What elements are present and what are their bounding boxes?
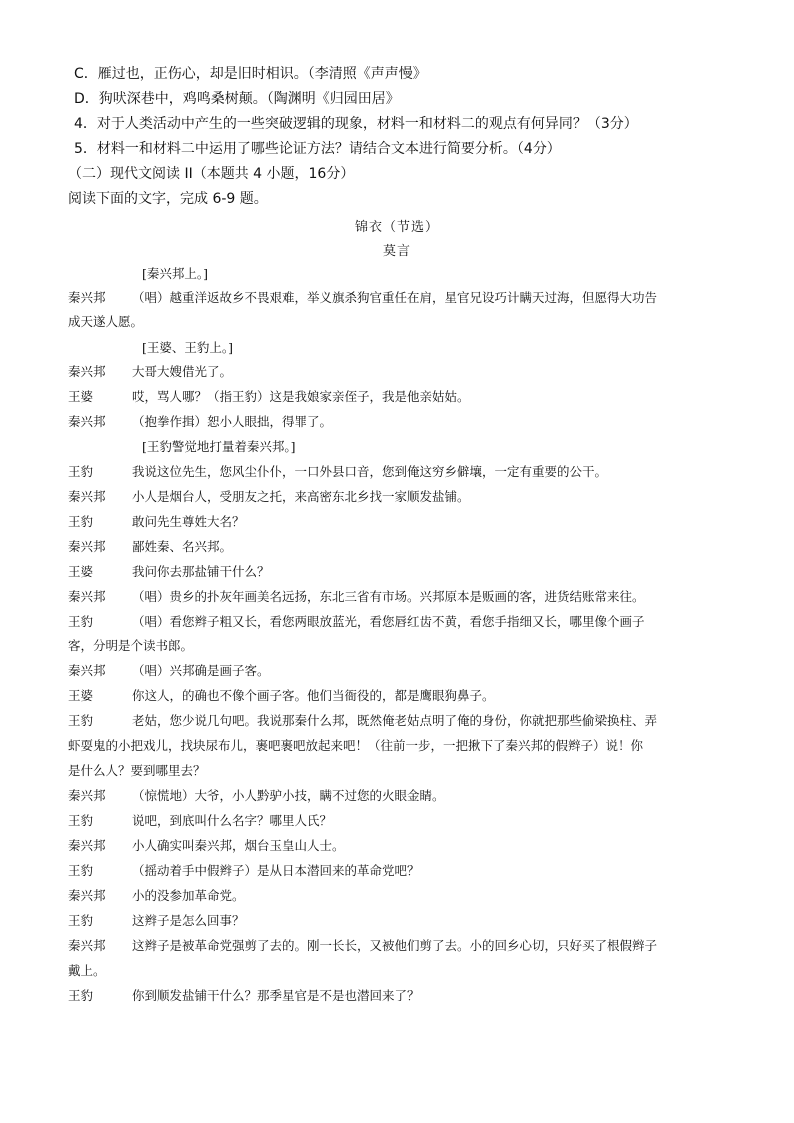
dialogue-line bbox=[68, 661, 728, 681]
line-continuation: 成天遂人愿。 bbox=[68, 314, 144, 329]
speaker: 王豹 bbox=[68, 464, 94, 479]
dialogue-line bbox=[68, 537, 728, 557]
speaker: 秦兴邦 bbox=[68, 888, 106, 903]
dialogue-line bbox=[68, 811, 728, 831]
dialogue-line bbox=[68, 936, 728, 956]
line-text: 说吧，到底叫什么名字？哪里人氏？ bbox=[132, 813, 333, 828]
line-continuation: 戴上。 bbox=[68, 963, 106, 978]
dialogue-line bbox=[68, 686, 728, 706]
speaker: 秦兴邦 bbox=[68, 364, 106, 379]
dialogue-line bbox=[68, 487, 728, 507]
work-author: 莫言 bbox=[382, 244, 411, 259]
line-text: 这辫子是怎么回事？ bbox=[132, 913, 245, 928]
line-text: 我说这位先生，您风尘仆仆，一口外县口音，您到俺这穷乡僻壤，一定有重要的公干。 bbox=[132, 464, 608, 479]
line-text: 敢问先生尊姓大名？ bbox=[132, 514, 245, 529]
stage-direction: [王豹警觉地打量着秦兴邦。] bbox=[142, 439, 296, 454]
dialogue-line bbox=[68, 986, 728, 1006]
line-text: （唱）贵乡的扑灰年画美名远扬，东北三省有市场。兴邦原本是贩画的客，进货结账常来往。 bbox=[132, 589, 645, 604]
speaker: 王婆 bbox=[68, 564, 94, 579]
speaker: 秦兴邦 bbox=[68, 589, 106, 604]
option-c: C．雁过也，正伤心，却是旧时相识。（李清照《声声慢》 bbox=[74, 66, 427, 82]
speaker: 秦兴邦 bbox=[68, 539, 106, 554]
line-text: 小人确实叫秦兴邦，烟台玉皇山人士。 bbox=[132, 838, 345, 853]
speaker: 王豹 bbox=[68, 988, 94, 1003]
option-d: D．狗吠深巷中，鸡鸣桑树颠。（陶渊明《归园田居》 bbox=[74, 91, 400, 107]
line-text: （摇动着手中假辫子）是从日本潜回来的革命党吧？ bbox=[132, 863, 420, 878]
line-text: 小人是烟台人，受朋友之托，来高密东北乡找一家顺发盐铺。 bbox=[132, 489, 470, 504]
dialogue-line bbox=[68, 886, 728, 906]
line-text: 你这人，的确也不像个画子客。他们当衙役的，都是鹰眼狗鼻子。 bbox=[132, 688, 495, 703]
line-text: （唱）越重洋返故乡不畏艰难，举义旗杀狗官重任在肩，星官兄设巧计瞒天过海，但愿得大功告 bbox=[132, 290, 658, 305]
line-text: 大哥大嫂借光了。 bbox=[132, 364, 233, 379]
speaker: 秦兴邦 bbox=[68, 938, 106, 953]
dialogue-line bbox=[68, 786, 728, 806]
speaker: 王豹 bbox=[68, 913, 94, 928]
dialogue-line bbox=[68, 362, 728, 382]
dialogue-line bbox=[68, 512, 728, 532]
question-4: 4．对于人类活动中产生的一些突破逻辑的现象，材料一和材料二的观点有何异同？（3分） bbox=[74, 116, 638, 132]
speaker: 王豹 bbox=[68, 813, 94, 828]
speaker: 秦兴邦 bbox=[68, 414, 106, 429]
dialogue-line bbox=[68, 288, 728, 308]
speaker: 王婆 bbox=[68, 688, 94, 703]
line-text: 我问你去那盐铺干什么？ bbox=[132, 564, 270, 579]
stage-direction: [王婆、王豹上。] bbox=[142, 340, 234, 355]
speaker: 王豹 bbox=[68, 614, 94, 629]
dialogue-line bbox=[68, 711, 728, 731]
line-text: （抱拳作揖）恕小人眼拙，得罪了。 bbox=[132, 414, 333, 429]
dialogue-line bbox=[68, 861, 728, 881]
line-text: 这辫子是被革命党强剪了去的。刚一长长，又被他们剪了去。小的回乡心切，只好买了根假辫子 bbox=[132, 938, 658, 953]
speaker: 王婆 bbox=[68, 389, 94, 404]
speaker: 秦兴邦 bbox=[68, 290, 106, 305]
speaker: 王豹 bbox=[68, 713, 94, 728]
line-text: 鄙姓秦、名兴邦。 bbox=[132, 539, 233, 554]
line-continuation: 虾耍鬼的小把戏儿，找块尿布儿，裹吧裹吧放起来吧！（往前一步，一把揪下了秦兴邦的假辫子）说！你 bbox=[68, 738, 644, 753]
line-continuation: 客，分明是个读书郎。 bbox=[68, 638, 194, 653]
dialogue-line bbox=[68, 387, 728, 407]
line-text: （唱）看您辫子粗又长，看您两眼放蓝光，看您唇红齿不黄，看您手指细又长，哪里像个画子 bbox=[132, 614, 645, 629]
speaker: 秦兴邦 bbox=[68, 838, 106, 853]
line-text: （惊慌地）大爷，小人黔驴小技，瞒不过您的火眼金睛。 bbox=[132, 788, 445, 803]
dialogue-line bbox=[68, 562, 728, 582]
line-text: 老姑，您少说几句吧。我说那秦什么邦，既然俺老姑点明了俺的身份，你就把那些偷梁换柱、弄 bbox=[132, 713, 658, 728]
line-text: 小的没参加革命党。 bbox=[132, 888, 245, 903]
reading-instruction: 阅读下面的文字，完成 6-9 题。 bbox=[68, 191, 268, 207]
dialogue-line bbox=[68, 412, 728, 432]
dialogue-line bbox=[68, 836, 728, 856]
dialogue-line bbox=[68, 911, 728, 931]
dialogue-line bbox=[68, 462, 728, 482]
line-continuation: 是什么人？要到哪里去？ bbox=[68, 763, 206, 778]
line-text: （唱）兴邦确是画子客。 bbox=[132, 663, 270, 678]
section-heading: （二）现代文阅读 II（本题共 4 小题，16分） bbox=[68, 166, 355, 182]
speaker: 秦兴邦 bbox=[68, 489, 106, 504]
line-text: 哎，骂人哪？（指王豹）这是我娘家亲侄子，我是他亲姑姑。 bbox=[132, 389, 470, 404]
line-text: 你到顺发盐铺干什么？那季星官是不是也潜回来了？ bbox=[132, 988, 420, 1003]
dialogue-line bbox=[68, 587, 728, 607]
speaker: 秦兴邦 bbox=[68, 663, 106, 678]
speaker: 秦兴邦 bbox=[68, 788, 106, 803]
dialogue-line bbox=[68, 612, 728, 632]
speaker: 王豹 bbox=[68, 514, 94, 529]
stage-direction: [秦兴邦上。] bbox=[142, 266, 209, 281]
speaker: 王豹 bbox=[68, 863, 94, 878]
work-title: 锦衣（节选） bbox=[354, 220, 439, 235]
question-5: 5．材料一和材料二中运用了哪些论证方法？请结合文本进行简要分析。（4分） bbox=[74, 141, 561, 157]
